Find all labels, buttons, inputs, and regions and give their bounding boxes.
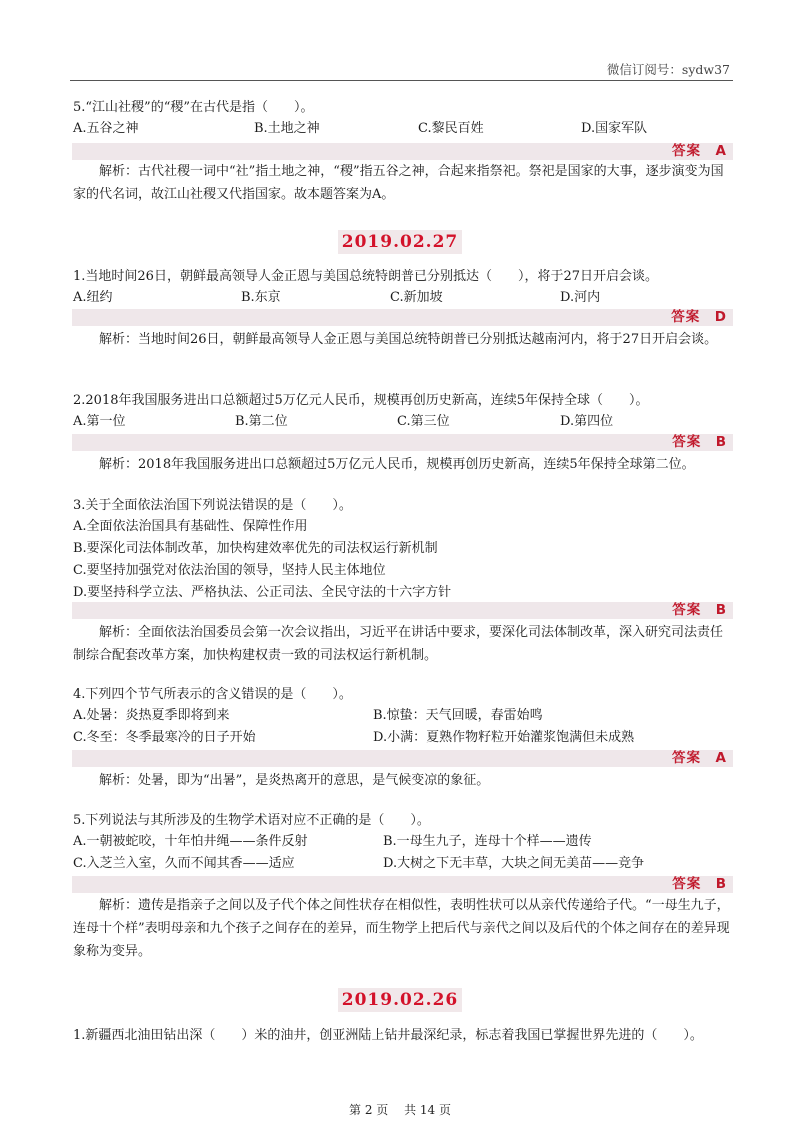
answer-text: 答案 A (672, 143, 727, 159)
option-a: A.第一位 (73, 414, 126, 429)
option-d: D.要坚持科学立法、严格执法、公正司法、全民守法的十六字方针 (73, 585, 452, 600)
answer-text: 答案 B (672, 434, 727, 450)
subscription-id: 微信订阅号：sydw37 (606, 62, 730, 77)
answer-bar (72, 750, 733, 767)
option-d: D.河内 (560, 290, 601, 305)
option-d: D.大树之下无丰草，大块之间无美苗——竞争 (383, 856, 645, 871)
analysis-text: 解析：遗传是指亲子之间以及子代个体之间性状存在相似性，表明性状可以从亲代传递给子代。“一母生九子，连母十个样”表明母亲和九个孩子之间存在的差异，而生物学上把后代与亲代之间以及后代的个体之间存在的差异现象称为变异。 (73, 898, 730, 959)
header-divider (70, 80, 733, 81)
option-b: B.要深化司法体制改革，加快构建效率优先的司法权运行新机制 (73, 541, 438, 556)
option-c: C.要坚持加强党对依法治国的领导，坚持人民主体地位 (73, 563, 386, 578)
answer-bar (72, 309, 733, 326)
page-total: 共 14 页 (404, 1103, 451, 1117)
question-text: 3.关于全面依法治国下列说法错误的是（ ）。 (73, 498, 352, 513)
option-a: A.一朝被蛇咬，十年怕井绳——条件反射 (73, 834, 308, 849)
question-text: 4.下列四个节气所表示的含义错误的是（ ）。 (73, 687, 352, 702)
date-heading: 2019.02.26 (0, 990, 800, 1010)
answer-bar (72, 602, 733, 619)
analysis-text: 解析：处暑，即为“出暑”，是炎热离开的意思，是气候变凉的象征。 (99, 773, 490, 788)
page-footer (0, 1101, 800, 1118)
answer-text: 答案 D (671, 309, 727, 325)
option-b: B.第二位 (235, 414, 288, 429)
analysis-text: 解析：当地时间26日，朝鲜最高领导人金正恩与美国总统特朗普已分别抵达越南河内，将于27日开启会谈。 (99, 332, 718, 347)
option-a: A.全面依法治国具有基础性、保障性作用 (73, 519, 308, 534)
answer-bar (72, 876, 733, 893)
option-b: B.惊蛰：天气回暖，春雷始鸣 (373, 708, 543, 723)
option-a: A.五谷之神 (73, 121, 139, 136)
answer-text: 答案 A (672, 750, 727, 766)
question-text: 5.下列说法与其所涉及的生物学术语对应不正确的是（ ）。 (73, 813, 430, 828)
question-text: 1.新疆西北油田钻出深（ ）米的油井，创亚洲陆上钻井最深纪录，标志着我国已掌握世界先进的（ ）。 (73, 1028, 703, 1043)
answer-bar (72, 143, 733, 160)
analysis-text: 解析：2018年我国服务进出口总额超过5万亿元人民币，规模再创历史新高，连续5年保持全球第二位。 (99, 457, 695, 472)
option-c: C.黎民百姓 (418, 121, 484, 136)
option-b: B.一母生九子，连母十个样——遗传 (383, 834, 592, 849)
option-c: C.第三位 (397, 414, 450, 429)
option-c: C.入芝兰入室，久而不闻其香——适应 (73, 856, 295, 871)
option-a: A.纽约 (73, 290, 113, 305)
question-text: 2.2018年我国服务进出口总额超过5万亿元人民币，规模再创历史新高，连续5年保持全球（ ）。 (73, 393, 649, 408)
analysis-text: 解析：全面依法治国委员会第一次会议指出，习近平在讲话中要求，要深化司法体制改革，深入研究司法责任制综合配套改革方案，加快构建权责一致的司法权运行新机制。 (73, 625, 724, 663)
analysis-text: 解析：古代社稷一词中“社”指土地之神，“稷”指五谷之神，合起来指祭祀。祭祀是国家的大事，逐步演变为国家的代名词，故江山社稷又代指国家。故本题答案为A。 (73, 164, 724, 202)
option-c: C.冬至：冬季最寒冷的日子开始 (73, 730, 256, 745)
page-number: 第 2 页 (349, 1103, 389, 1117)
option-d: D.小满：夏熟作物籽粒开始灌浆饱满但未成熟 (373, 730, 635, 745)
question-text: 5.“江山社稷”的“稷”在古代是指（ ）。 (73, 100, 314, 115)
option-a: A.处暑：炎热夏季即将到来 (73, 708, 230, 723)
answer-text: 答案 B (672, 876, 727, 892)
option-b: B.东京 (241, 290, 281, 305)
option-b: B.土地之神 (254, 121, 320, 136)
option-c: C.新加坡 (390, 290, 443, 305)
date-heading: 2019.02.27 (0, 232, 800, 252)
question-text: 1.当地时间26日，朝鲜最高领导人金正恩与美国总统特朗普已分别抵达（ ），将于27日开启会谈。 (73, 269, 658, 284)
option-d: D.国家军队 (581, 121, 648, 136)
answer-text: 答案 B (672, 602, 727, 618)
answer-bar (72, 434, 733, 451)
option-d: D.第四位 (560, 414, 614, 429)
